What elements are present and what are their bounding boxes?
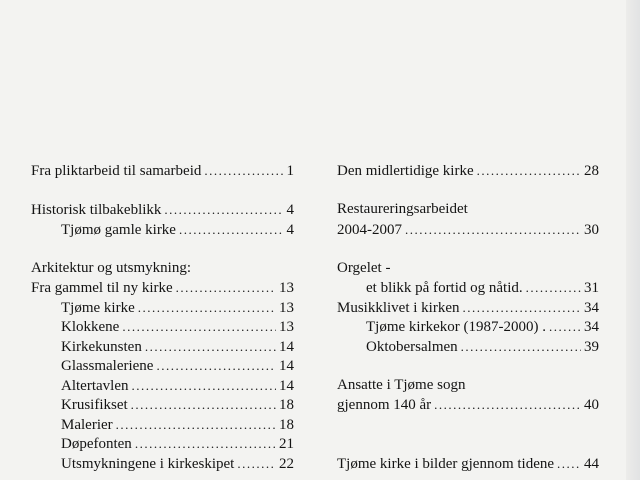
dot-leader [463, 298, 582, 318]
toc-entry-page: 44 [584, 455, 599, 472]
toc-entry-title: Tjøme kirke i bilder gjennom tidene [337, 455, 555, 472]
toc-left-column [31, 161, 294, 473]
toc-entry-page: 34 [584, 319, 599, 335]
toc-entry [337, 220, 599, 240]
dot-leader [526, 278, 581, 298]
toc-entry [31, 161, 294, 181]
toc-entry-page: 40 [584, 397, 599, 413]
toc-entry-title: 2004-2007 [337, 221, 402, 238]
toc-entry [337, 454, 599, 474]
toc-entry-title: Fra gammel til ny kirke [31, 280, 173, 296]
toc-entry-title: Kirkekunsten [61, 338, 142, 355]
toc-entry-title-line: Orgelet - [337, 259, 391, 276]
toc-entry [31, 278, 294, 298]
toc-subentry [31, 395, 294, 415]
dot-leader [122, 317, 276, 337]
toc-section-heading: Arkitektur og utsmykning: [31, 259, 191, 276]
toc-entry-page: 13 [279, 319, 294, 335]
page-edge-shadow [626, 0, 640, 480]
dot-leader [549, 317, 581, 337]
dot-leader [138, 298, 276, 318]
dot-leader [131, 395, 276, 415]
dot-leader [145, 337, 276, 357]
toc-entry [31, 200, 294, 220]
toc-entry-title: Krusifikset [61, 397, 128, 413]
toc-entry-title: Altertavlen [61, 377, 129, 394]
toc-entry-title: Malerier [61, 416, 113, 433]
dot-leader [179, 220, 284, 240]
toc-subentry [31, 220, 294, 240]
toc-entry [337, 161, 599, 181]
dot-leader [176, 278, 276, 298]
dot-leader [204, 161, 283, 181]
toc-entry-page: 14 [279, 338, 294, 355]
toc-subentry [31, 434, 294, 454]
dot-leader [557, 454, 581, 474]
dot-leader [131, 376, 276, 396]
toc-entry-page: 31 [584, 280, 599, 296]
toc-entry-title: Døpefonten [61, 436, 132, 452]
toc-entry-title: Fra pliktarbeid til samarbeid [31, 163, 202, 179]
toc-entry-title: Utsmykningene i kirkeskipet [61, 455, 235, 472]
toc-entry-title-line: Restaureringsarbeidet [337, 201, 468, 217]
dot-leader [434, 395, 581, 415]
toc-entry-page: 4 [286, 221, 294, 238]
dot-leader [237, 454, 276, 474]
toc-entry-page: 14 [279, 358, 294, 374]
toc-subentry [31, 454, 294, 474]
dot-leader [461, 337, 581, 357]
toc-entry-title: et blikk på fortid og nåtid. [366, 280, 523, 296]
toc-subentry [31, 356, 294, 376]
toc-entry-title: Tjømø gamle kirke [61, 221, 176, 238]
toc-entry [337, 298, 599, 318]
dot-leader [477, 161, 581, 181]
toc-entry-title-line: Ansatte i Tjøme sogn [337, 376, 466, 393]
toc-entry-title: Oktobersalmen [366, 338, 458, 355]
toc-entry-title: Historisk tilbakeblikk [31, 202, 162, 218]
toc-entry-title: Klokkene [61, 319, 120, 335]
toc-subentry [337, 337, 599, 357]
toc-entry-page: 39 [584, 338, 599, 355]
toc-entry [337, 395, 599, 415]
dot-leader [156, 356, 276, 376]
toc-entry-page: 34 [584, 299, 599, 316]
toc-subentry [31, 298, 294, 318]
toc-entry-page: 1 [286, 163, 294, 179]
toc-subentry [31, 337, 294, 357]
toc-entry-page: 28 [584, 163, 599, 179]
toc-entry [337, 278, 599, 298]
toc-entry-title: Musikklivet i kirken [337, 299, 460, 316]
toc-entry-page: 14 [279, 377, 294, 394]
toc-entry-page: 22 [279, 455, 294, 472]
dot-leader [116, 415, 276, 435]
toc-right-column [337, 161, 599, 473]
toc-entry-page: 30 [584, 221, 599, 238]
toc-subentry [31, 376, 294, 396]
dot-leader [135, 434, 276, 454]
toc-entry-title: Den midlertidige kirke [337, 163, 474, 179]
toc-entry-title: Tjøme kirkekor (1987-2000) . [366, 319, 546, 335]
toc-subentry [31, 415, 294, 435]
toc-entry-title: Glassmaleriene [61, 358, 154, 374]
dot-leader [164, 200, 283, 220]
toc-subentry [337, 317, 599, 337]
toc-entry-page: 13 [279, 280, 294, 296]
toc-entry-page: 4 [286, 202, 294, 218]
dot-leader [405, 220, 581, 240]
toc-entry-page: 21 [279, 436, 294, 452]
toc-entry-page: 13 [279, 299, 294, 316]
toc-entry-title: gjennom 140 år [337, 397, 432, 413]
toc-entry-title: Tjøme kirke [61, 299, 135, 316]
toc-subentry [31, 317, 294, 337]
toc-entry-page: 18 [279, 397, 294, 413]
toc-entry-page: 18 [279, 416, 294, 433]
